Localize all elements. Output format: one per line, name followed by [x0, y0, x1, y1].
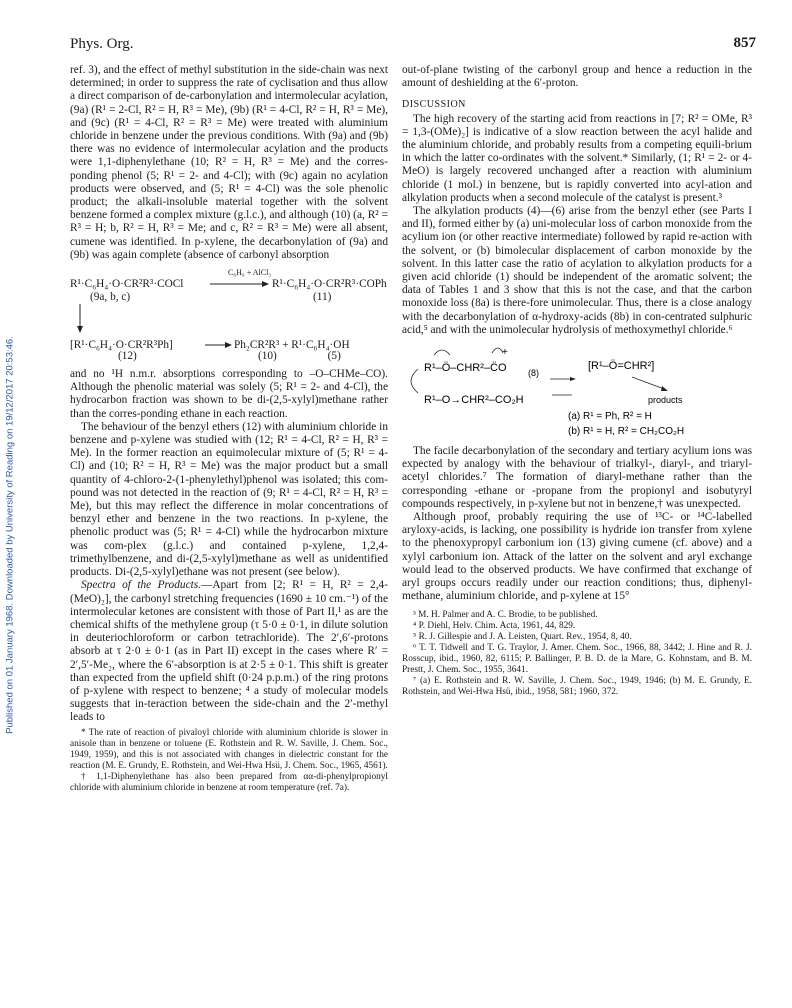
mechanism-top-left: R¹–Ö–CHR²–C̈O — [424, 362, 507, 375]
reference: ⁷ (a) E. Rothstein and R. W. Saville, J. Chem. Soc., 1949, 1946; (b) M. E. Grundy, E. Rothstein, and Wei-Hwa Hsü, ibid., 1958, 581; 1960, 372. — [402, 676, 752, 698]
paragraph: Although proof, probably requiring the use of ¹³C- or ¹⁴C-labelled aryloxy-acids, is lacking, one possibility is hydride ion transfer from xylene to the phenoxypropyl carbonium ion (13) giving cumene (cf. above) and a xylyl carbonium ion. Attack of the latter on the solvent and aryl exchange would lead to the observed products. We have confirmed that exchange of aryl groups occurs readily under our reaction conditions; thus, diphenyl-methane, aluminium chloride, and p-xylene at 15° — [402, 511, 752, 603]
reference: ⁵ R. J. Gillespie and J. A. Leisten, Quart. Rev., 1954, 8, 40. — [413, 631, 632, 642]
mechanism-case-b: (b) R¹ = H, R² = CH₂CO₂H — [568, 426, 685, 438]
footnotes — [70, 728, 388, 795]
paragraph: ref. 3), and the effect of methyl substitution in the side-chain was next determined; in order to suppress the rate of cyclisation and thus allow a direct comparison of de-carbonylation and intermolecular acylation, (9a) (R¹ = 2-Cl, R² = H, R³ = Me), (9b) (R¹ = 4-Cl, R² = H, R³ = Me), and (9c) (R¹ = 4-Cl, R² = R³ = Me) were treated with aluminium chloride in benzene under the previous conditions. With (9a) and (9b) there was no evidence of intermolecular acylation and the products were 1,1-diphenylethane (10; R² = H, R³ = Me) and the corres-ponding phenol (5; R¹ = 2- and 4-Cl); with (9c) again no acylation products were observed, and (5; R¹ = 4-Cl) was the sole phenolic product; the alkali-insoluble material together with the solvent benzene formed a complex mixture (g.l.c.), and although (10) (a, R² = R³ = H; b, R² = H, R³ = Me; and c, R² = R³ = Me) were all absent, cumene was identified. In p-xylene, the decarbonylation of (9a) and (9b) was again complete (absence of carbonyl absorption — [70, 64, 388, 261]
scheme-products: Ph₂CR²R³ + R¹·C₆H₄·OH — [234, 339, 350, 352]
section-subheading: Spectra of the Products. — [81, 579, 202, 592]
reference: ⁴ P. Diehl, Helv. Chim. Acta, 1961, 44, 829. — [413, 620, 576, 631]
footnote: * The rate of reaction of pivaloyl chloride with aluminium chloride is slower in anisole than in benzene or toluene (E. Rothstein and R. W. Saville, J. Chem. Soc., 1949, 1959), and this is not associated with changes in dielectric constant for the reaction (M. E. Grundy, E. Rothstein, and Wei-Hwa Hsü, J. Chem. Soc., 1965, 4561). — [70, 727, 388, 771]
paragraph: The facile decarbonylation of the secondary and tertiary acylium ions was expected by analogy with the behaviour of trialkyl-, diaryl-, and triaryl-acetyl chlorides.⁷ The formation of diaryl-methane rather than the corresponding -ethane or -propane from the propionyl and isobutyryl compounds respectively, in p-xylene but not in benzene,† was unexpected. — [402, 445, 752, 510]
scheme-reagent: C₆H₆ + AlCl₃ — [228, 268, 272, 278]
footnote: † 1,1-Diphenylethane has also been prepared from αα-di-phenylpropionyl chloride with aluminium chloride in benzene at room temperature (ref. 7a). — [70, 771, 388, 793]
download-notice: Published on 01 January 1968. Downloaded by University of Reading on 19/12/2017 20:53:46. — [4, 336, 16, 734]
paragraph: The high recovery of the starting acid from reactions in [7; R² = OMe, R³ = 1,3-(OMe)₂] is indicative of a slow reaction between the acyl halide and the aluminium chloride, and probably results from a competing equili-brium in which the latter co-ordinates with the solvent.* Similarly, (1; R¹ = 2- or 4-MeO) is largely recovered unchanged after a reaction with aluminium chloride (1 mol.) in benzene, but is rapidly converted into acyl-ation and alkylation products when a second molecule of the catalyst is present.³ — [402, 112, 752, 204]
mechanism-scheme — [402, 345, 752, 438]
paragraph: —Apart from [2; R¹ = H, R² = 2,4-(MeO)₂], the carbonyl stretching frequencies (1690 ± 10 cm.⁻¹) of the intermolecular ketones are consistent with those of Part II,¹ as are the chemical shifts of the methylene group (τ 5·0 ± 0·1, in dilute solution in deuteriochloroform or carbon tetrachloride). The 2′,6′-protons absorb at τ 2·0 ± 0·1 (as in Part II) except in the cases where R′ = 2′,5′-Me₂, where the 6′-absorption is at 2·5 ± 0·1. This shift is greater than expected from the upfield shift (0·24 p.p.m.) of the ring protons of p-xylene with respect to benzene; ⁴ a study of molecular models suggests that in-teraction between the side-chain and the 2′-methyl leads to — [70, 579, 389, 724]
mechanism-plus: + — [502, 347, 508, 359]
scheme-product-label: (11) — [313, 291, 332, 304]
mechanism-case-a: (a) R¹ = Ph, R² = H — [568, 411, 652, 423]
paragraph: and no ¹H n.m.r. absorptions corresponding to –O–CHMe–CO). Although the phenolic material was solely (5; R¹ = 2- and 4-Cl), the hydrocarbon fraction was shown to be di-(2,5-xylyl)methane rather than the corres-ponding ethane in each reaction. — [70, 368, 388, 420]
reference: ³ M. H. Palmer and A. C. Brodie, to be published. — [413, 609, 598, 620]
scheme-reactant-label: (9a, b, c) — [90, 291, 131, 304]
right-column — [402, 64, 752, 698]
reference: ⁶ T. T. Tidwell and T. G. Traylor, J. Amer. Chem. Soc., 1966, 88, 3442; J. Hine and R. J. Rosscup, ibid., 1960, 82, 6115; P. Ballinger, P. B. D. de la Mare, G. Kohnstam, and B. M. Prestt, J. Chem. Soc., 1955, 3641. — [402, 642, 752, 675]
mechanism-top-right: [R¹–Ö=CHR²] — [588, 360, 655, 373]
reaction-scheme — [70, 266, 388, 362]
download-watermark — [2, 175, 18, 895]
scheme-reactant: R¹·C₆H₄·O·CR²R³·COCl — [70, 278, 184, 291]
scheme-products-labels: (10) (5) — [258, 350, 341, 363]
running-header: Phys. Org. — [70, 36, 134, 52]
page-number: 857 — [733, 35, 756, 51]
mechanism-label-8: (8) — [528, 368, 539, 379]
paragraph: out-of-plane twisting of the carbonyl group and hence a reduction in the amount of deshielding at the 6′-proton. — [402, 64, 752, 90]
mechanism-diagram — [402, 345, 752, 437]
scheme-product: R¹·C₆H₄·O·CR²R³·COPh — [272, 278, 387, 291]
references — [402, 610, 752, 699]
mechanism-bottom-left: R¹–O→CHR²–CO₂H — [424, 394, 524, 407]
scheme-intermediate-label: (12) — [118, 350, 137, 363]
paragraph: The alkylation products (4)—(6) arise from the benzyl ether (see Parts I and II), formed either by (a) uni-molecular loss of carbon monoxide from the acylium ion (or other reactive intermediate) followed by rapid re-action with the solvent, or (b) bimolecular displacement of carbon monoxide by the solvent. In this latter case the ratio of acylation to alkylation products for a given acid chloride (1) should be independent of the aromatic solvent; the data of Tables 1 and 3 show that this is not the case, and that the carbon monoxide loss (8a) is there-fore unimolecular. Thus, there is a close analogy with the decarbonylation of α-hydroxy-acids (8b) in con-centrated sulphuric acid,⁵ and with the unimolecular hydrolysis of methoxymethyl chloride.⁶ — [402, 205, 752, 336]
paragraph: The behaviour of the benzyl ethers (12) with aluminium chloride in benzene and p-xylene was studied with (12; R¹ = 4-Cl, R² = H, R³ = Me). In the former reaction an equimolecular mixture of (5; R¹ = 4-Cl) and (10; R² = H, R³ = Me) was the major product but a small quantity of 4-chloro-2-(1-phenylethyl)phenol was isolated; this com-pound was not detected in the reaction of (9; R¹ = 4-Cl, R² = H, R³ = Me), but this may reflect the difference in molar concentrations of benzyl ether and benzene in the two reactions. In p-xylene, the phenolic product was (5; R¹ = 4-Cl) while the hydrocarbon mixture was com-plex (g.l.c.) and contained p-xylene, 1,2,4-trimethylbenzene, and di-(2,5-xylyl)methane as well as unidentified products. Di-(2,5-xylyl)ethane was not present (see below). — [70, 420, 388, 579]
scheme-intermediate: [R¹·C₆H₄·O·CR²R³Ph] — [70, 339, 173, 352]
left-column — [70, 64, 388, 794]
mechanism-products: products — [648, 395, 683, 406]
section-heading: DISCUSSION — [402, 99, 466, 111]
